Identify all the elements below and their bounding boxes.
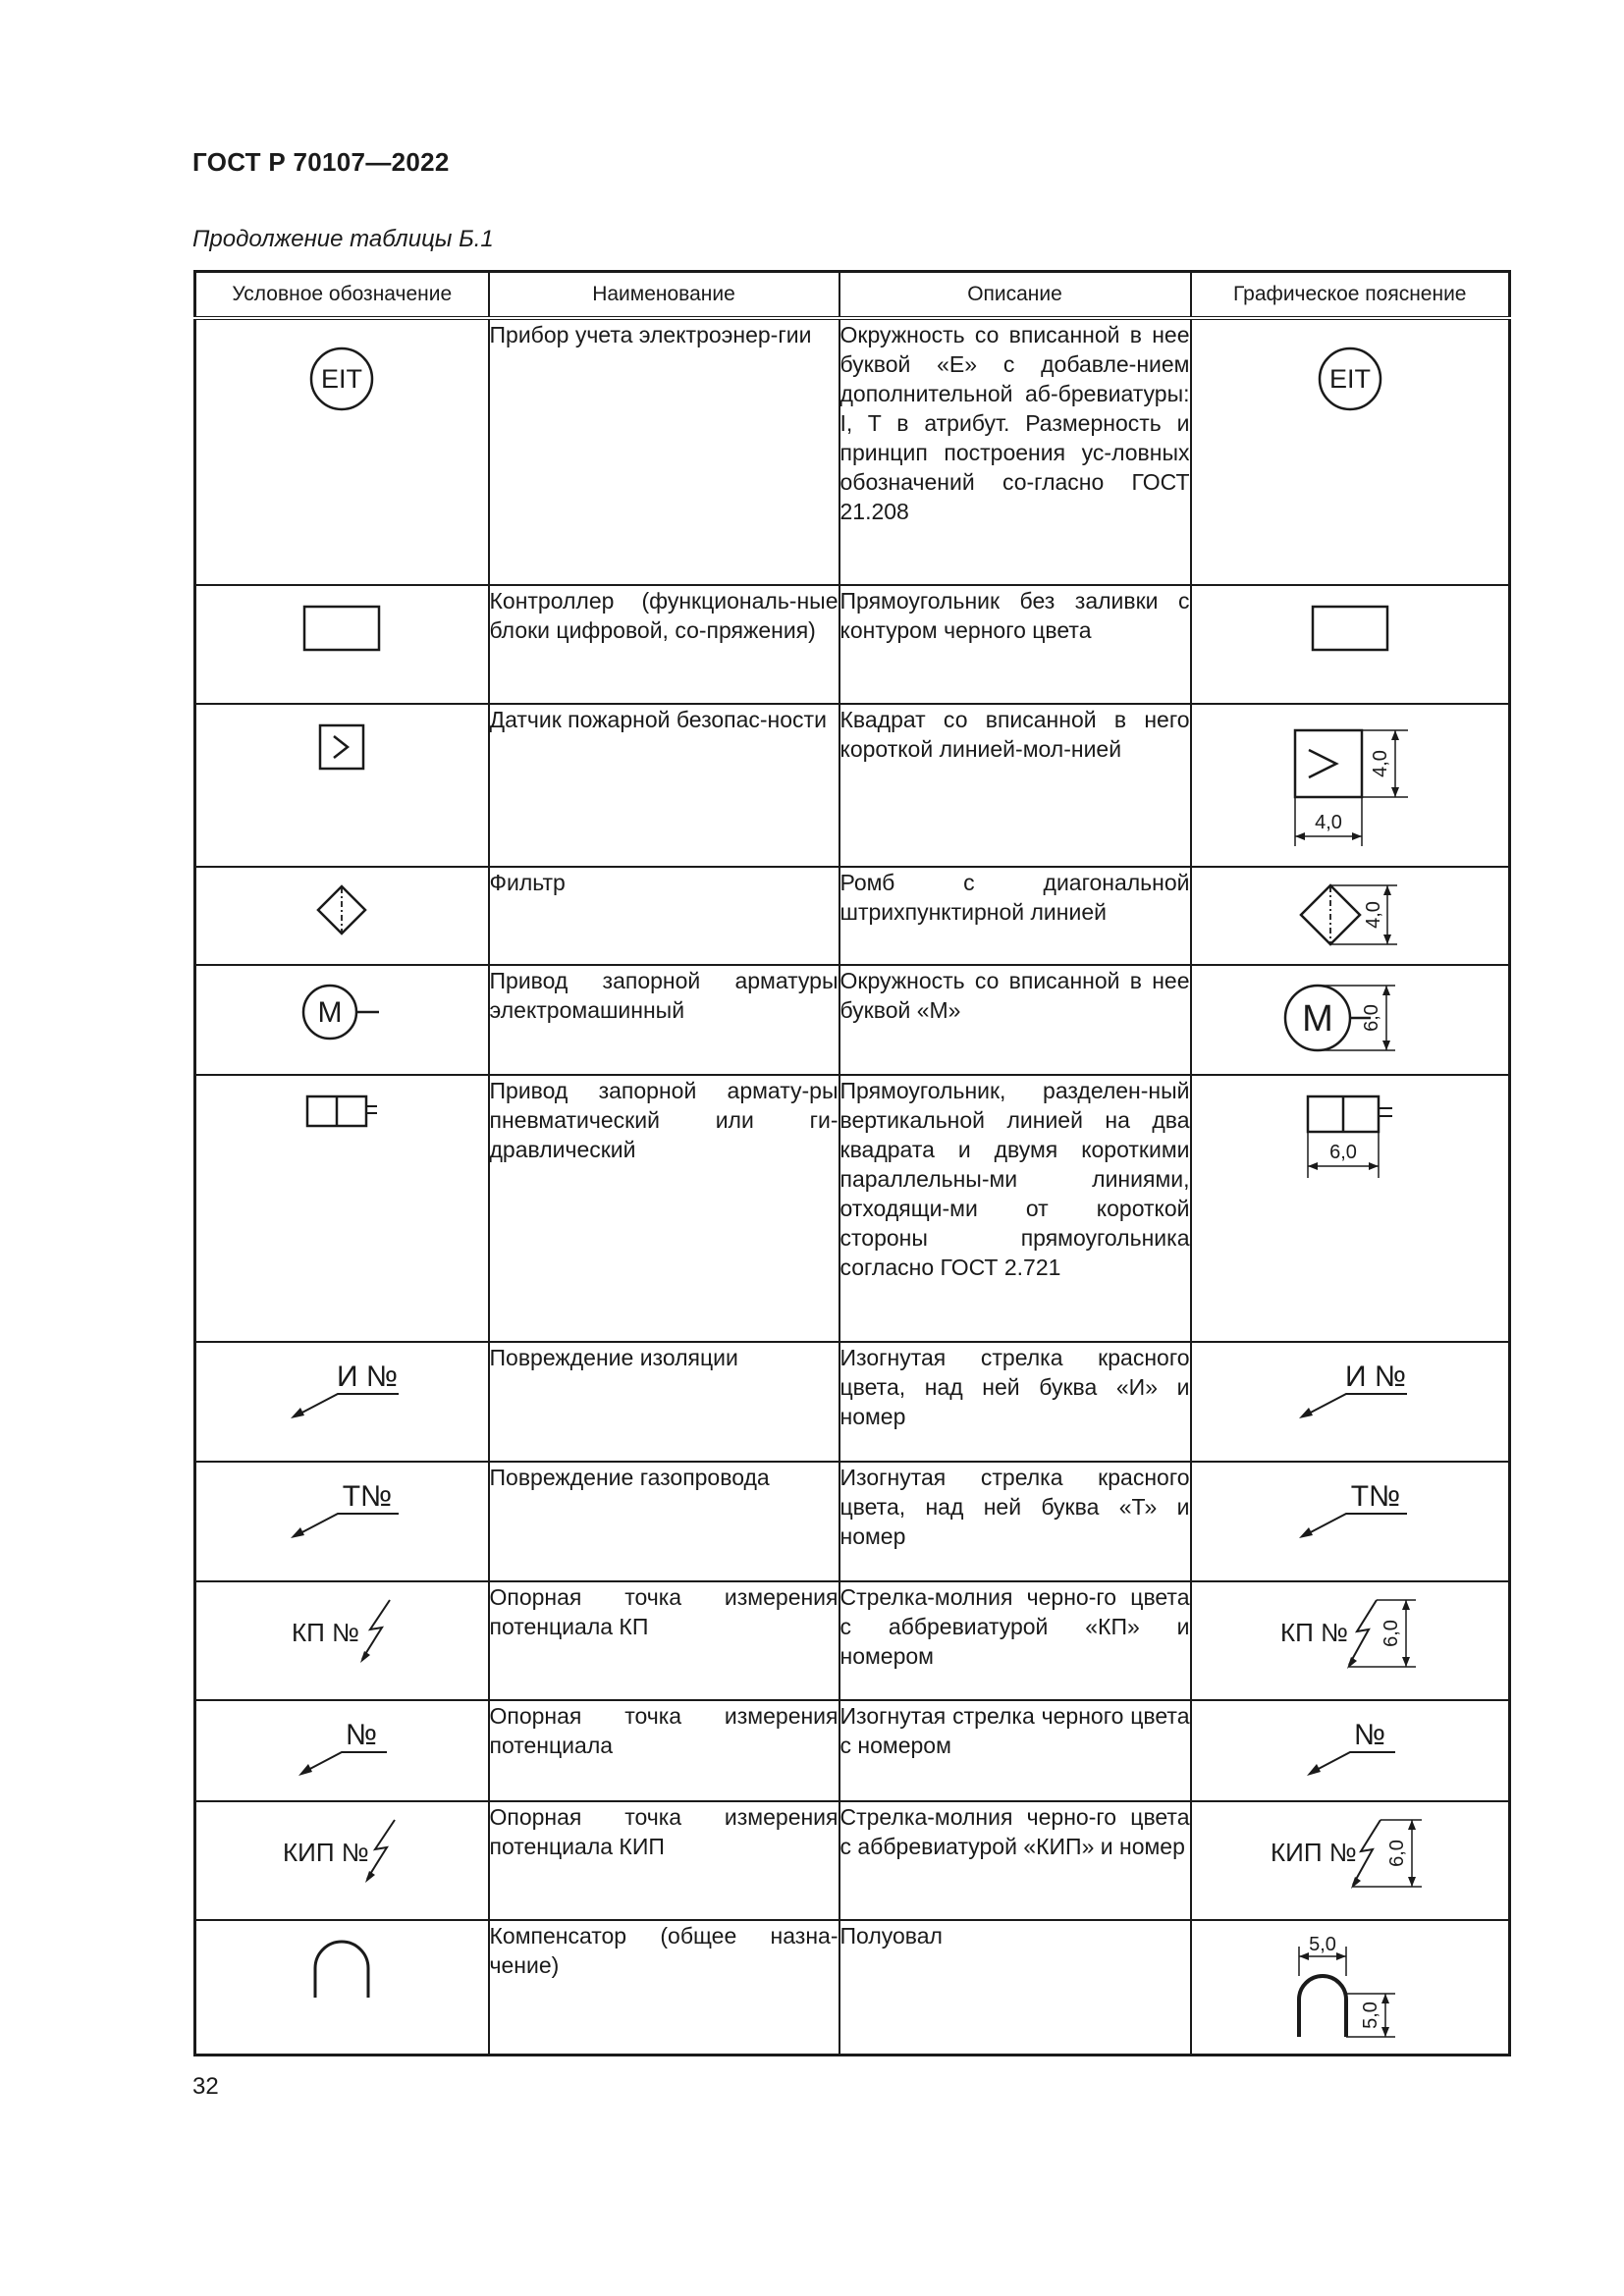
table-row [195, 867, 1510, 965]
table-header-row [195, 272, 1510, 319]
name-cell: Привод запорной арматуры электромашинный [489, 965, 839, 1075]
description-cell: Окружность со вписанной в нее буквой «М» [839, 965, 1191, 1075]
description-cell: Прямоугольник без заливки с контуром черного цвета [839, 585, 1191, 704]
dimension-label: 4,0 [1314, 812, 1342, 833]
graphic-cell [1191, 318, 1510, 585]
table-row [195, 1462, 1510, 1581]
motor-symbol-label: М [317, 996, 343, 1029]
name-cell: Повреждение изоляции [489, 1342, 839, 1462]
table-row [195, 1075, 1510, 1342]
name-cell: Компенсатор (общее назна-чение) [489, 1920, 839, 2055]
rectangle-icon [302, 605, 381, 654]
symbol-cell [195, 1581, 489, 1700]
name-cell: Прибор учета электроэнер-гии [489, 318, 839, 585]
table-row [195, 1801, 1510, 1920]
table-row [195, 704, 1510, 867]
potential-symbol-label: № [346, 1719, 378, 1751]
graphic-cell [1191, 1581, 1510, 1700]
dimension-label: 4,0 [1362, 901, 1384, 929]
motor-actuator-graphic-icon [1282, 974, 1430, 1062]
graphic-cell [1191, 1342, 1510, 1462]
symbol-cell [195, 704, 489, 867]
dimension-label: 5,0 [1359, 2002, 1381, 2029]
symbol-cell [195, 1920, 489, 2055]
symbol-cell [195, 965, 489, 1075]
page-number: 32 [192, 2073, 219, 2100]
kip-graphic-label: КИП № [1270, 1838, 1357, 1867]
graphic-cell [1191, 704, 1510, 867]
name-cell: Датчик пожарной безопас-ности [489, 704, 839, 867]
pneumatic-actuator-graphic-icon [1296, 1092, 1404, 1185]
graphic-cell [1191, 867, 1510, 965]
name-cell: Опорная точка измерения потенциала КП [489, 1581, 839, 1700]
column-header-name: Наименование [489, 272, 839, 319]
column-header-symbol: Условное обозначение [195, 272, 489, 319]
symbol-cell [195, 318, 489, 585]
table-row [195, 1342, 1510, 1462]
graphic-cell [1191, 1075, 1510, 1342]
document-title: ГОСТ Р 70107—2022 [192, 147, 450, 177]
table-row [195, 318, 1510, 585]
name-cell: Контроллер (функциональ-ные блоки цифровой, со-пряжения) [489, 585, 839, 704]
description-cell: Стрелка-молния черно-го цвета с аббревиатурой «КИП» и номер [839, 1801, 1191, 1920]
description-cell: Окружность со вписанной в нее буквой «Е» с добавле-нием дополнительной аб-бревиатуры: I, T в атрибут. Размерность и принцип построения ус-ловных обозначений со-гласно ГОСТ 21.208 [839, 318, 1191, 585]
graphic-cell [1191, 1462, 1510, 1581]
insulation-damage-graphic-icon [1291, 1353, 1409, 1421]
table-row [195, 1700, 1510, 1801]
potential-graphic-label: № [1353, 1719, 1385, 1751]
kip-lightning-arrow-icon [283, 1816, 401, 1885]
table-row [195, 1920, 1510, 2055]
dimension-label: 6,0 [1360, 1004, 1382, 1032]
kp-graphic-label: КП № [1279, 1618, 1348, 1647]
symbol-cell [195, 1801, 489, 1920]
name-cell: Привод запорной армату-ры пневматический или ги-дравлический [489, 1075, 839, 1342]
kp-lightning-arrow-icon [288, 1596, 396, 1665]
name-cell: Повреждение газопровода [489, 1462, 839, 1581]
symbol-cell [195, 867, 489, 965]
symbol-cell [195, 1075, 489, 1342]
table-row [195, 965, 1510, 1075]
symbol-cell [195, 1700, 489, 1801]
name-cell: Фильтр [489, 867, 839, 965]
rectangle-graphic-icon [1311, 605, 1389, 654]
pipeline-symbol-label: Т№ [342, 1480, 393, 1513]
filter-diamond-graphic-icon [1295, 881, 1413, 949]
dimension-label: 5,0 [1308, 1934, 1336, 1955]
eit-graphic-label: EIT [1328, 364, 1371, 394]
symbols-table [193, 270, 1511, 2056]
dimension-label: 6,0 [1385, 1840, 1408, 1867]
compensator-semi-oval-icon [307, 1939, 376, 2002]
graphic-cell [1191, 1801, 1510, 1920]
kip-lightning-graphic-icon [1269, 1816, 1435, 1895]
dimension-label: 4,0 [1369, 750, 1391, 777]
potential-point-arrow-icon [293, 1715, 391, 1780]
description-cell: Изогнутая стрелка красного цвета, над ней буква «Т» и номер [839, 1462, 1191, 1581]
symbol-cell [195, 1462, 489, 1581]
graphic-cell [1191, 965, 1510, 1075]
eit-symbol-label: EIT [321, 364, 363, 394]
column-header-description: Описание [839, 272, 1191, 319]
motor-actuator-icon [300, 983, 399, 1051]
eit-circle-graphic-icon [1311, 340, 1389, 418]
pipeline-graphic-label: Т№ [1350, 1480, 1401, 1513]
fire-sensor-graphic-icon [1285, 721, 1423, 848]
graphic-cell [1191, 1920, 1510, 2055]
name-cell: Опорная точка измерения потенциала [489, 1700, 839, 1801]
kip-symbol-label: КИП № [283, 1838, 369, 1867]
column-header-graphic: Графическое пояснение [1191, 272, 1510, 319]
insulation-graphic-label: И № [1344, 1361, 1406, 1393]
compensator-graphic-icon [1285, 1935, 1413, 2043]
symbol-cell [195, 1342, 489, 1462]
filter-diamond-icon [315, 883, 368, 936]
dimension-label: 6,0 [1328, 1142, 1357, 1163]
graphic-cell [1191, 1700, 1510, 1801]
pipeline-damage-arrow-icon [283, 1472, 401, 1541]
table-row [195, 585, 1510, 704]
graphic-cell [1191, 585, 1510, 704]
fire-sensor-icon [317, 722, 366, 774]
description-cell: Полуовал [839, 1920, 1191, 2055]
description-cell: Изогнутая стрелка красного цвета, над ней буква «И» и номер [839, 1342, 1191, 1462]
symbol-cell [195, 585, 489, 704]
description-cell: Стрелка-молния черно-го цвета с аббревиатурой «КП» и номером [839, 1581, 1191, 1700]
description-cell: Прямоугольник, разделен-ный вертикальной линией на два квадрата и двумя короткими параллельны-ми линиями, отходящи-ми от короткой стороны прямоугольника согласно ГОСТ 2.721 [839, 1075, 1191, 1342]
table-row [195, 1581, 1510, 1700]
description-cell: Изогнутая стрелка черного цвета с номером [839, 1700, 1191, 1801]
pneumatic-actuator-icon [298, 1092, 386, 1131]
description-cell: Ромб с диагональной штрихпунктирной линией [839, 867, 1191, 965]
insulation-symbol-label: И № [337, 1361, 399, 1393]
insulation-damage-arrow-icon [283, 1353, 401, 1421]
kp-symbol-label: КП № [292, 1618, 360, 1647]
table-caption: Продолжение таблицы Б.1 [192, 226, 494, 252]
name-cell: Опорная точка измерения потенциала КИП [489, 1801, 839, 1920]
pipeline-damage-graphic-icon [1291, 1472, 1409, 1541]
kp-lightning-graphic-icon [1278, 1596, 1426, 1675]
dimension-label: 6,0 [1380, 1620, 1402, 1647]
eit-circle-icon [302, 340, 381, 418]
description-cell: Квадрат со вписанной в него короткой линией-мол-нией [839, 704, 1191, 867]
potential-point-graphic-icon [1301, 1715, 1399, 1780]
motor-graphic-label: М [1301, 998, 1333, 1040]
